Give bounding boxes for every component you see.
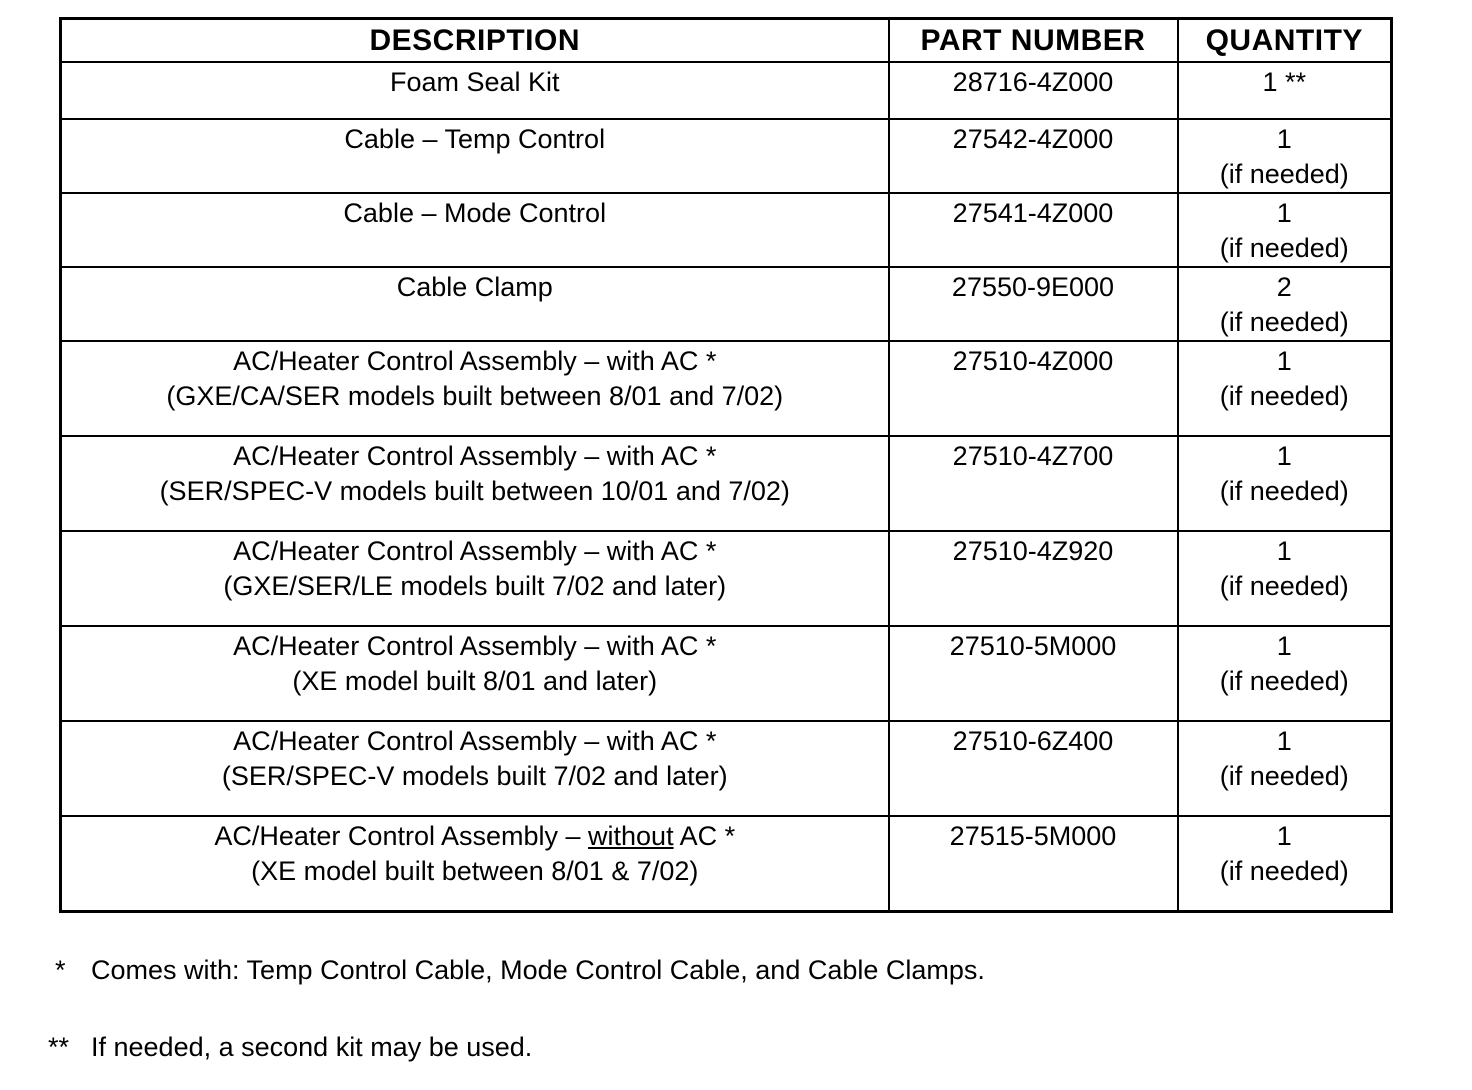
quantity-cell [1178,626,1392,721]
quantity-cell [1178,193,1392,267]
table-row [61,721,1392,816]
description-line [62,819,888,854]
description-prefix: AC/Heater Control Assembly – [214,821,589,851]
description-cell [61,193,889,267]
without-emphasis: without [588,821,674,851]
quantity-value: 1 [1276,726,1292,756]
part-number-cell: 27542-4Z000 [889,119,1178,193]
table-row [61,119,1392,193]
description-models: (GXE/CA/SER models built between 8/01 and 7/02) [166,381,784,411]
header-description: DESCRIPTION [61,19,889,63]
description-line: AC/Heater Control Assembly – with AC * [233,726,717,756]
header-part-number: PART NUMBER [889,19,1178,63]
description-cell [61,267,889,341]
quantity-value: 1 [1276,821,1292,851]
quantity-note: (if needed) [1219,571,1349,601]
part-number-cell: 27510-4Z000 [889,341,1178,436]
description-line: Cable Clamp [396,272,553,302]
part-number-cell: 27515-5M000 [889,816,1178,912]
table-header-row [61,19,1392,63]
description-line: Cable – Mode Control [343,198,607,228]
quantity-value: 1 ** [1262,67,1307,97]
quantity-note: (if needed) [1219,381,1349,411]
quantity-note: (if needed) [1219,666,1349,696]
quantity-cell [1178,341,1392,436]
footnote-text: Comes with: Temp Control Cable, Mode Control Cable, and Cable Clamps. [91,955,985,985]
footnote-mark: * [55,955,66,985]
description-models: (GXE/SER/LE models built 7/02 and later) [223,571,727,601]
quantity-value: 1 [1276,441,1292,471]
quantity-cell [1178,62,1392,119]
table-row [61,267,1392,341]
quantity-cell [1178,436,1392,531]
description-cell [61,721,889,816]
description-cell [61,816,889,912]
part-number-cell: 27510-6Z400 [889,721,1178,816]
table-row [61,436,1392,531]
parts-table [59,17,1393,913]
quantity-value: 1 [1276,346,1292,376]
description-cell [61,119,889,193]
part-number-cell: 27510-4Z700 [889,436,1178,531]
quantity-value: 1 [1276,536,1292,566]
description-cell [61,341,889,436]
part-number-cell: 27541-4Z000 [889,193,1178,267]
description-line: AC/Heater Control Assembly – with AC * [233,631,717,661]
quantity-value: 1 [1276,124,1292,154]
table-row [61,341,1392,436]
quantity-cell [1178,721,1392,816]
quantity-value: 2 [1276,272,1292,302]
part-number-cell: 27510-4Z920 [889,531,1178,626]
description-line: AC/Heater Control Assembly – with AC * [233,536,717,566]
table-row [61,531,1392,626]
description-line: AC/Heater Control Assembly – with AC * [233,346,717,376]
table-row [61,193,1392,267]
quantity-note: (if needed) [1219,761,1349,791]
description-suffix: AC * [673,821,736,851]
quantity-value: 1 [1276,631,1292,661]
quantity-cell [1178,816,1392,912]
quantity-cell [1178,531,1392,626]
part-number-cell: 28716-4Z000 [889,62,1178,119]
part-number-cell: 27550-9E000 [889,267,1178,341]
table-row [61,626,1392,721]
description-line: Cable – Temp Control [344,124,606,154]
description-cell [61,626,889,721]
table-row [61,62,1392,119]
quantity-note: (if needed) [1219,307,1349,337]
quantity-value: 1 [1276,198,1292,228]
quantity-note: (if needed) [1219,233,1349,263]
description-cell [61,62,889,119]
description-models: (XE model built between 8/01 & 7/02) [251,856,699,886]
description-models: (SER/SPEC-V models built between 10/01 and 7/02) [159,476,790,506]
part-number-cell: 27510-5M000 [889,626,1178,721]
header-quantity: QUANTITY [1178,19,1392,63]
description-line: Foam Seal Kit [389,67,560,97]
quantity-note: (if needed) [1219,856,1349,886]
quantity-cell [1178,119,1392,193]
table-row [61,816,1392,912]
footnote-single-asterisk [55,954,985,986]
description-models: (SER/SPEC-V models built 7/02 and later) [221,761,728,791]
quantity-cell [1178,267,1392,341]
footnote-text: If needed, a second kit may be used. [91,1032,533,1062]
quantity-note: (if needed) [1219,476,1349,506]
description-cell [61,531,889,626]
quantity-note: (if needed) [1219,159,1349,189]
description-line: AC/Heater Control Assembly – with AC * [233,441,717,471]
description-models: (XE model built 8/01 and later) [292,666,658,696]
description-cell [61,436,889,531]
footnote-mark: ** [48,1032,70,1062]
footnote-double-asterisk [48,1031,532,1063]
